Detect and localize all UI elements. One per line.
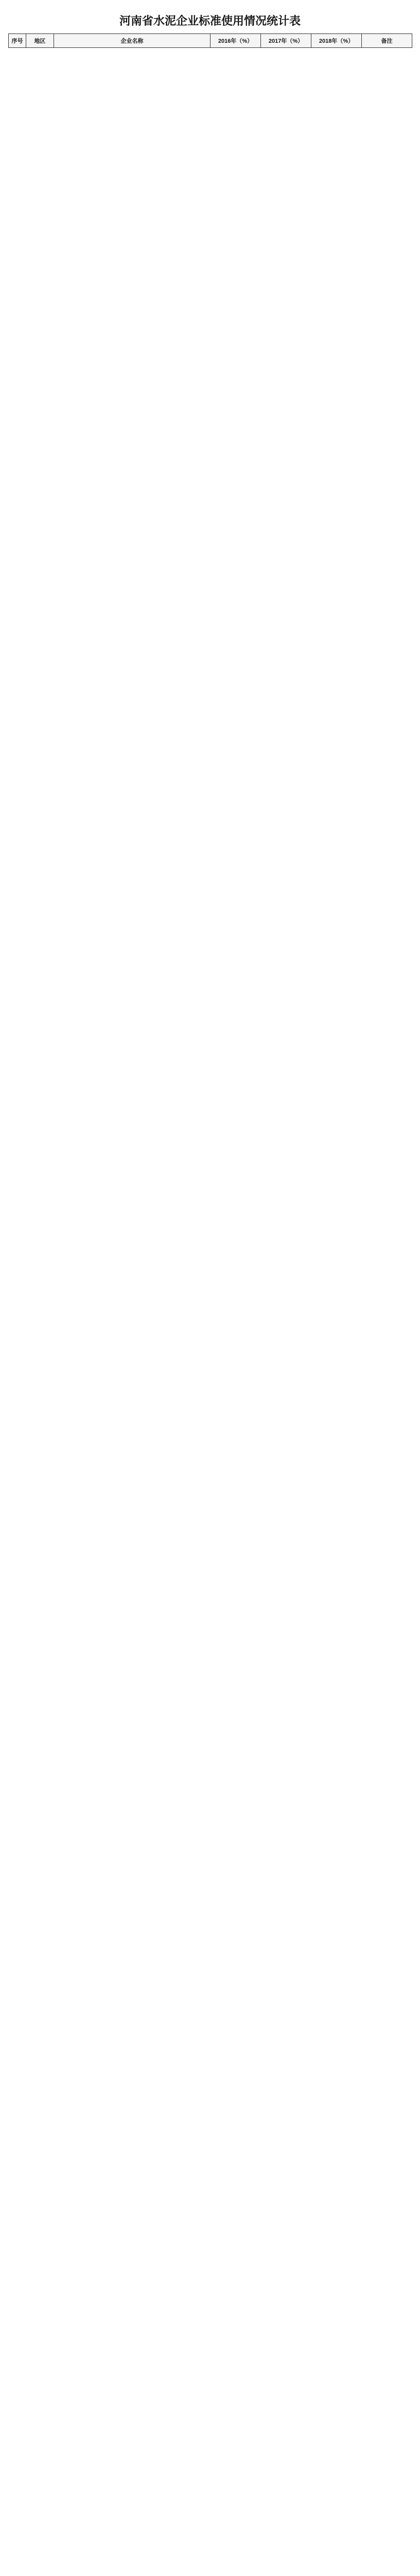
data-table [8, 33, 412, 48]
col-header-company: 企业名称 [54, 34, 211, 48]
col-header-region: 地区 [26, 34, 54, 48]
table-header-row [9, 34, 412, 48]
col-header-2016: 2016年（%） [211, 34, 261, 48]
col-header-index: 序号 [9, 34, 26, 48]
col-header-note: 备注 [362, 34, 412, 48]
document-title: 河南省水泥企业标准使用情况统计表 [119, 14, 301, 27]
col-header-2018: 2018年（%） [311, 34, 362, 48]
col-header-2017: 2017年（%） [261, 34, 311, 48]
